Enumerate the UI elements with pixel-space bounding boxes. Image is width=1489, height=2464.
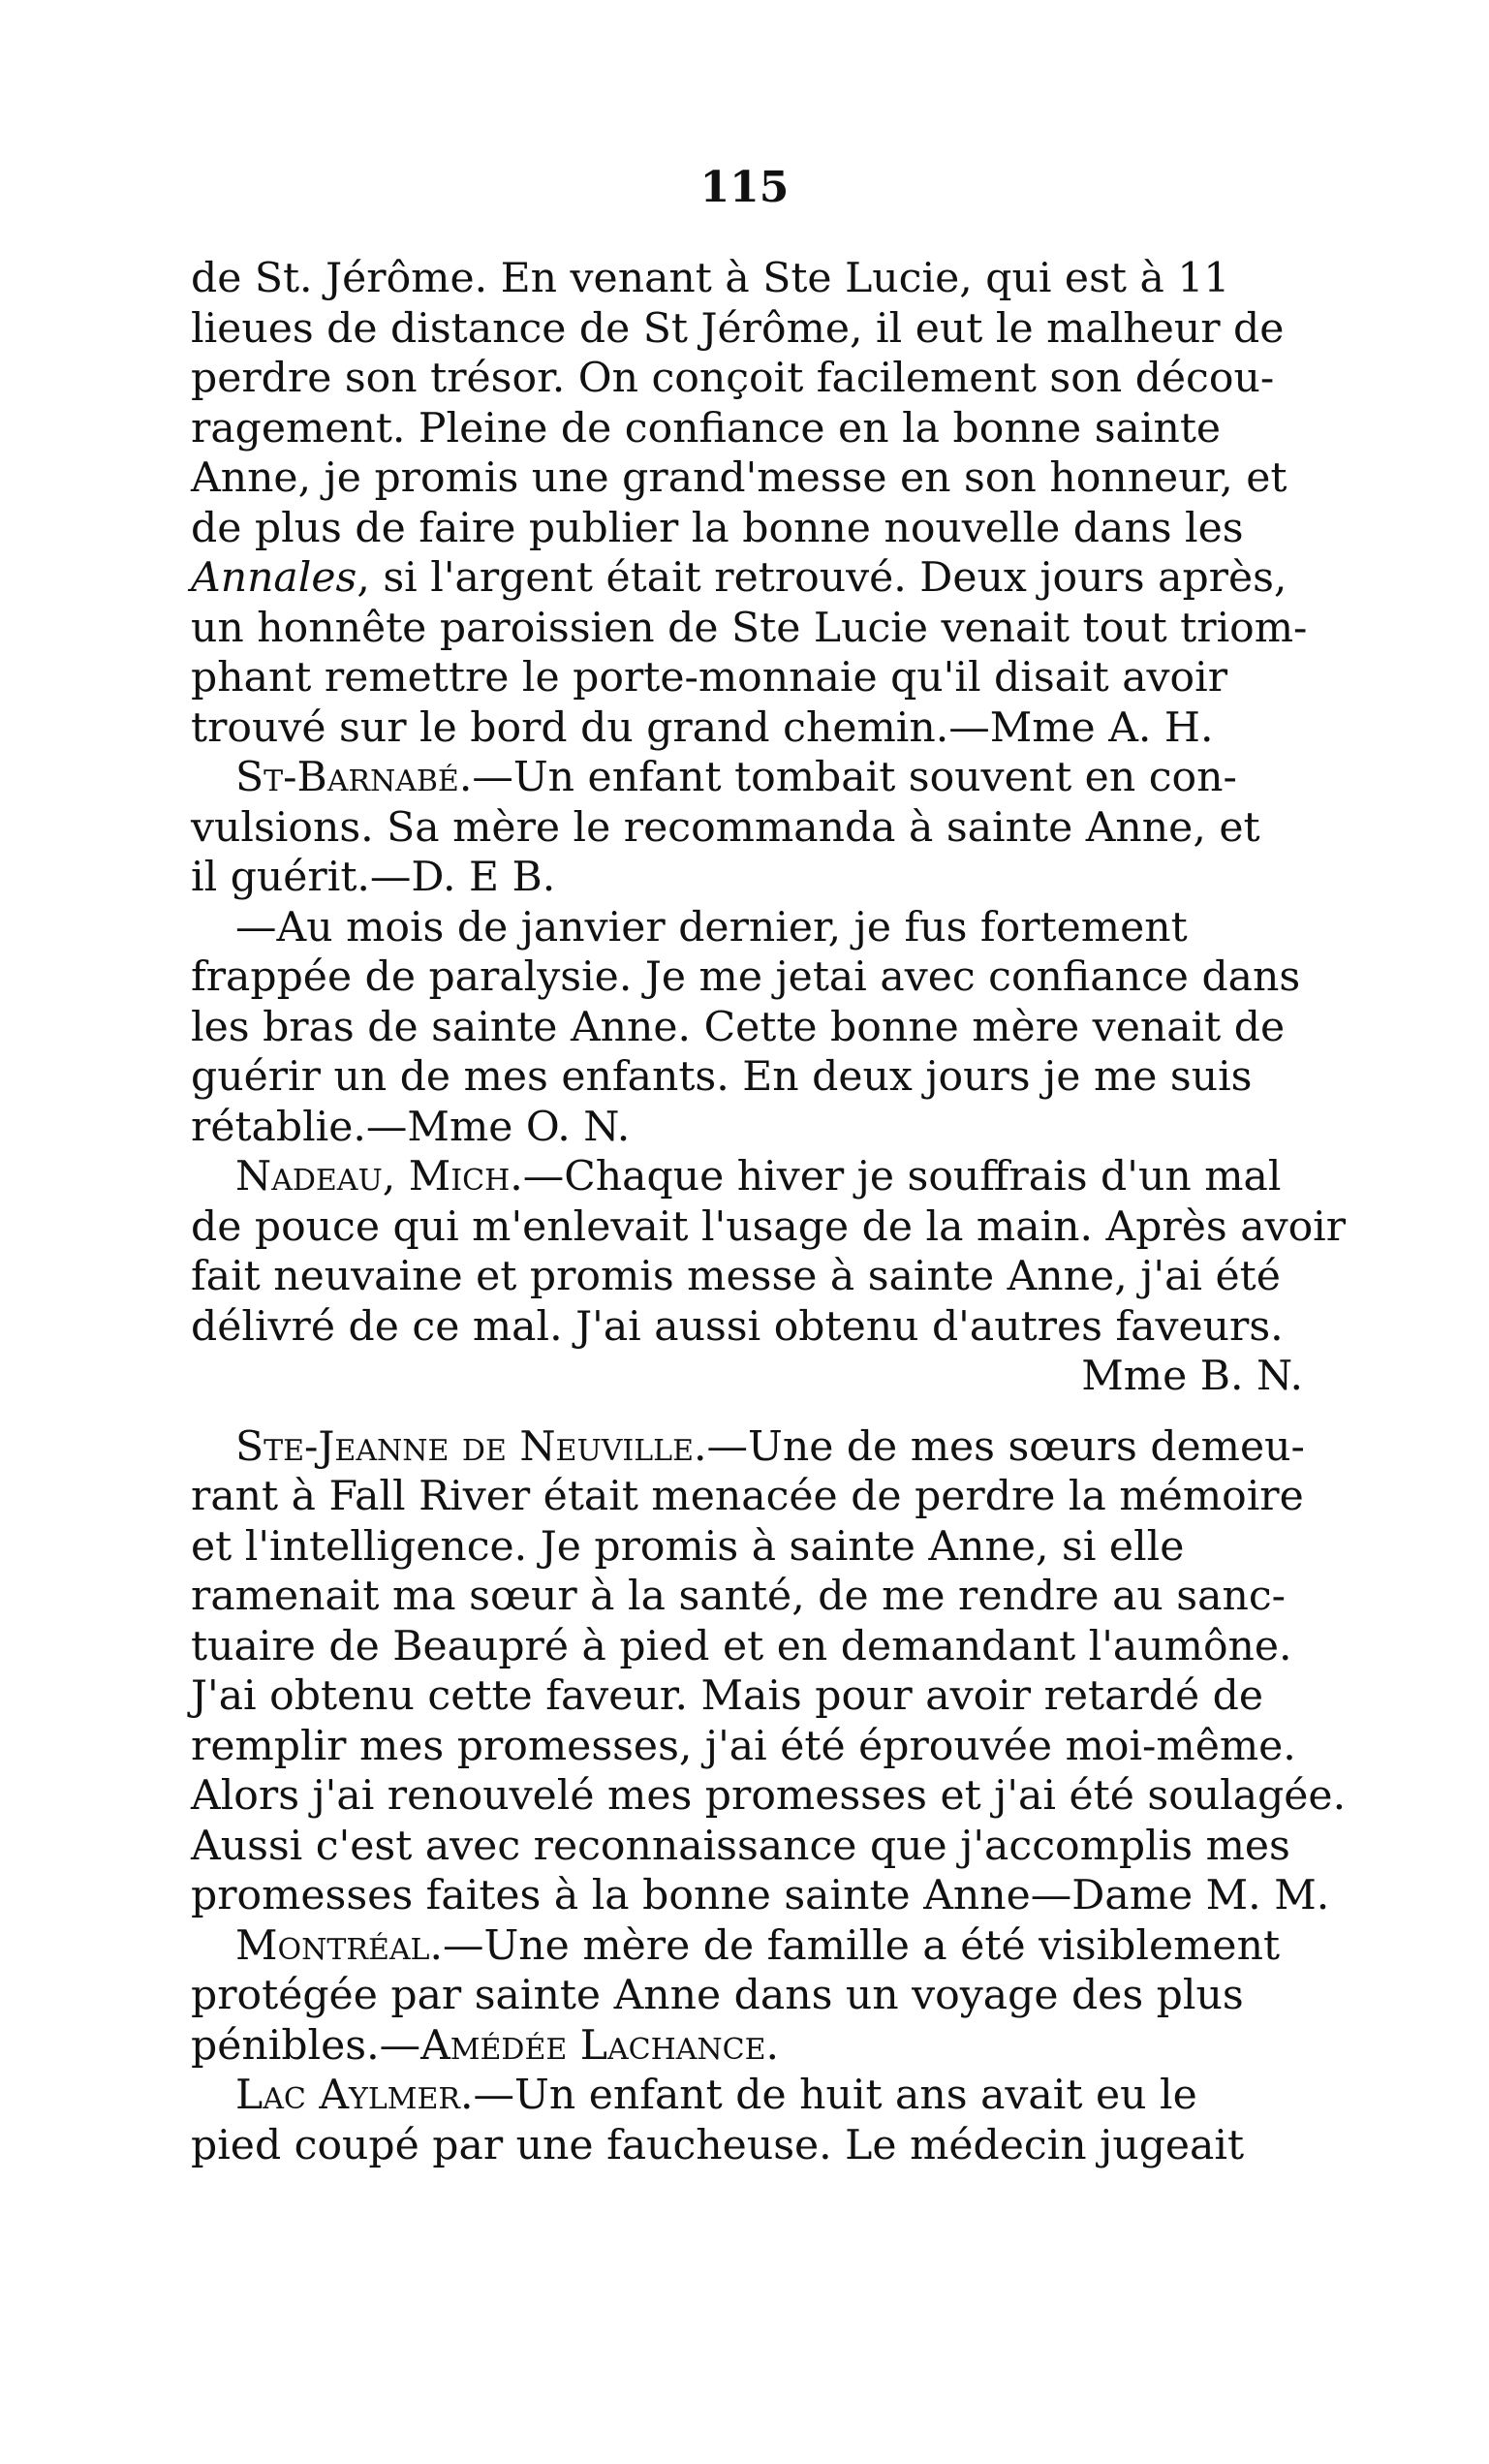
line-text: frappée de paralysie. Je me jetai avec confiance dans [191,953,1301,1001]
text-line [191,853,1353,903]
line-text: phant remettre le porte-monnaie qu'il disait avoir [191,654,1228,702]
text-line [191,1722,1353,1772]
place-name: Lac Aylmer. [235,2072,474,2119]
line-text: pénibles.— [191,2021,421,2070]
text-line [191,653,1353,703]
text-line [191,2071,1353,2121]
text-line [191,1671,1353,1722]
line-text: perdre son trésor. On conçoit facilement son décou- [191,355,1275,402]
text-line [191,2121,1353,2171]
line-text: rant à Fall River était menacée de perdre la mémoire [191,1473,1304,1520]
place-name: Montréal. [235,1921,443,1970]
signature-name: Amédée Lachance. [420,2021,780,2070]
place-name: Nadeau, Mich. [235,1153,523,1201]
page-number: 115 [699,163,790,212]
text-line [191,1822,1353,1872]
line-text: ragement. Pleine de confiance en la bonne sainte [191,404,1222,452]
line-text: —Un enfant tombait souvent en con- [472,754,1237,801]
line-text: —Au mois de janvier dernier, je fus fortement [235,903,1188,951]
text-line [191,1152,1353,1202]
text-line [191,1871,1353,1921]
text-line [191,1352,1353,1402]
text-line [191,1622,1353,1672]
text-line [191,1202,1353,1253]
line-text: Alors j'ai renouvelé mes promesses et j'ai été soulagée. [191,1772,1347,1820]
text-line [191,952,1353,1003]
line-text: pied coupé par une faucheuse. Le médecin jugeait [191,2121,1245,2169]
place-name: St-Barnabé. [235,754,473,801]
line-text: de pouce qui m'enlevait l'usage de la main. Après avoir [191,1202,1347,1251]
text-line [191,453,1353,504]
line-text: guérir un de mes enfants. En deux jours je me suis [191,1053,1253,1101]
text-line [191,304,1353,355]
line-text: lieues de distance de St Jérôme, il eut le malheur de [191,304,1285,353]
line-text: un honnête paroissien de Ste Lucie venait tout triom- [191,604,1308,652]
line-text: promesses faites à la bonne sainte Anne—Dame M. M. [191,1872,1330,1919]
text-line [191,1302,1353,1353]
text-line [191,1003,1353,1053]
italic-word: Annales [191,554,357,602]
text-line [191,404,1353,454]
text-line [191,1472,1353,1522]
text-line [191,1971,1353,2021]
text-line [191,553,1353,604]
text-line [191,803,1353,854]
line-text: il guérit.—D. E B. [191,854,556,901]
text-line [191,254,1353,304]
text-line [191,1921,1353,1972]
text-line [191,504,1353,554]
line-text: fait neuvaine et promis messe à sainte Anne, j'ai été [191,1253,1281,1300]
line-text: vulsions. Sa mère le recommanda à sainte Anne, et [191,803,1260,852]
line-text: remplir mes promesses, j'ai été éprouvée moi-même. [191,1722,1296,1770]
line-text: de St. Jérôme. En venant à Ste Lucie, qui est à 11 [191,255,1230,302]
text-line [191,1572,1353,1622]
text-line [191,1103,1353,1153]
line-text: , si l'argent était retrouvé. Deux jours après, [357,554,1287,602]
line-text: Mme B. N. [1081,1353,1303,1400]
line-text: les bras de sainte Anne. Cette bonne mère venait de [191,1003,1286,1051]
line-text: —Un enfant de huit ans avait eu le [473,2072,1197,2119]
line-text: Aussi c'est avec reconnaissance que j'accomplis mes [191,1822,1290,1870]
text-line [191,1522,1353,1573]
place-name: Ste-Jeanne de Neuville. [235,1422,707,1471]
text-line [191,903,1353,953]
line-text: —Chaque hiver je souffrais d'un mal [522,1153,1282,1201]
line-text: rétablie.—Mme O. N. [191,1103,631,1151]
text-line [191,1252,1353,1302]
line-text: de plus de faire publier la bonne nouvelle dans les [191,504,1244,552]
text-line [191,354,1353,404]
line-text: Anne, je promis une grand'messe en son honneur, et [191,454,1287,502]
body-text [191,254,1353,2170]
text-line [191,604,1353,654]
text-line [191,753,1353,803]
line-text: ramenait ma sœur à la santé, de me rendre au sanc- [191,1573,1286,1620]
line-text: J'ai obtenu cette faveur. Mais pour avoir retardé de [191,1672,1264,1720]
line-text: et l'intelligence. Je promis à sainte Anne, si elle [191,1522,1185,1571]
line-text: —Une mère de famille a été visiblement [442,1921,1281,1970]
line-text: tuaire de Beaupré à pied et en demandant l'aumône. [191,1622,1292,1670]
text-line [191,1422,1353,1473]
text-line [191,703,1353,754]
line-text: protégée par sainte Anne dans un voyage des plus [191,1972,1244,2019]
line-text: délivré de ce mal. J'ai aussi obtenu d'autres faveurs. [191,1302,1284,1351]
text-line [191,2021,1353,2072]
text-line [191,1052,1353,1103]
text-line [191,1771,1353,1822]
line-text: trouvé sur le bord du grand chemin.—Mme A. H. [191,703,1214,752]
line-text: —Une de mes sœurs demeu- [706,1422,1305,1471]
